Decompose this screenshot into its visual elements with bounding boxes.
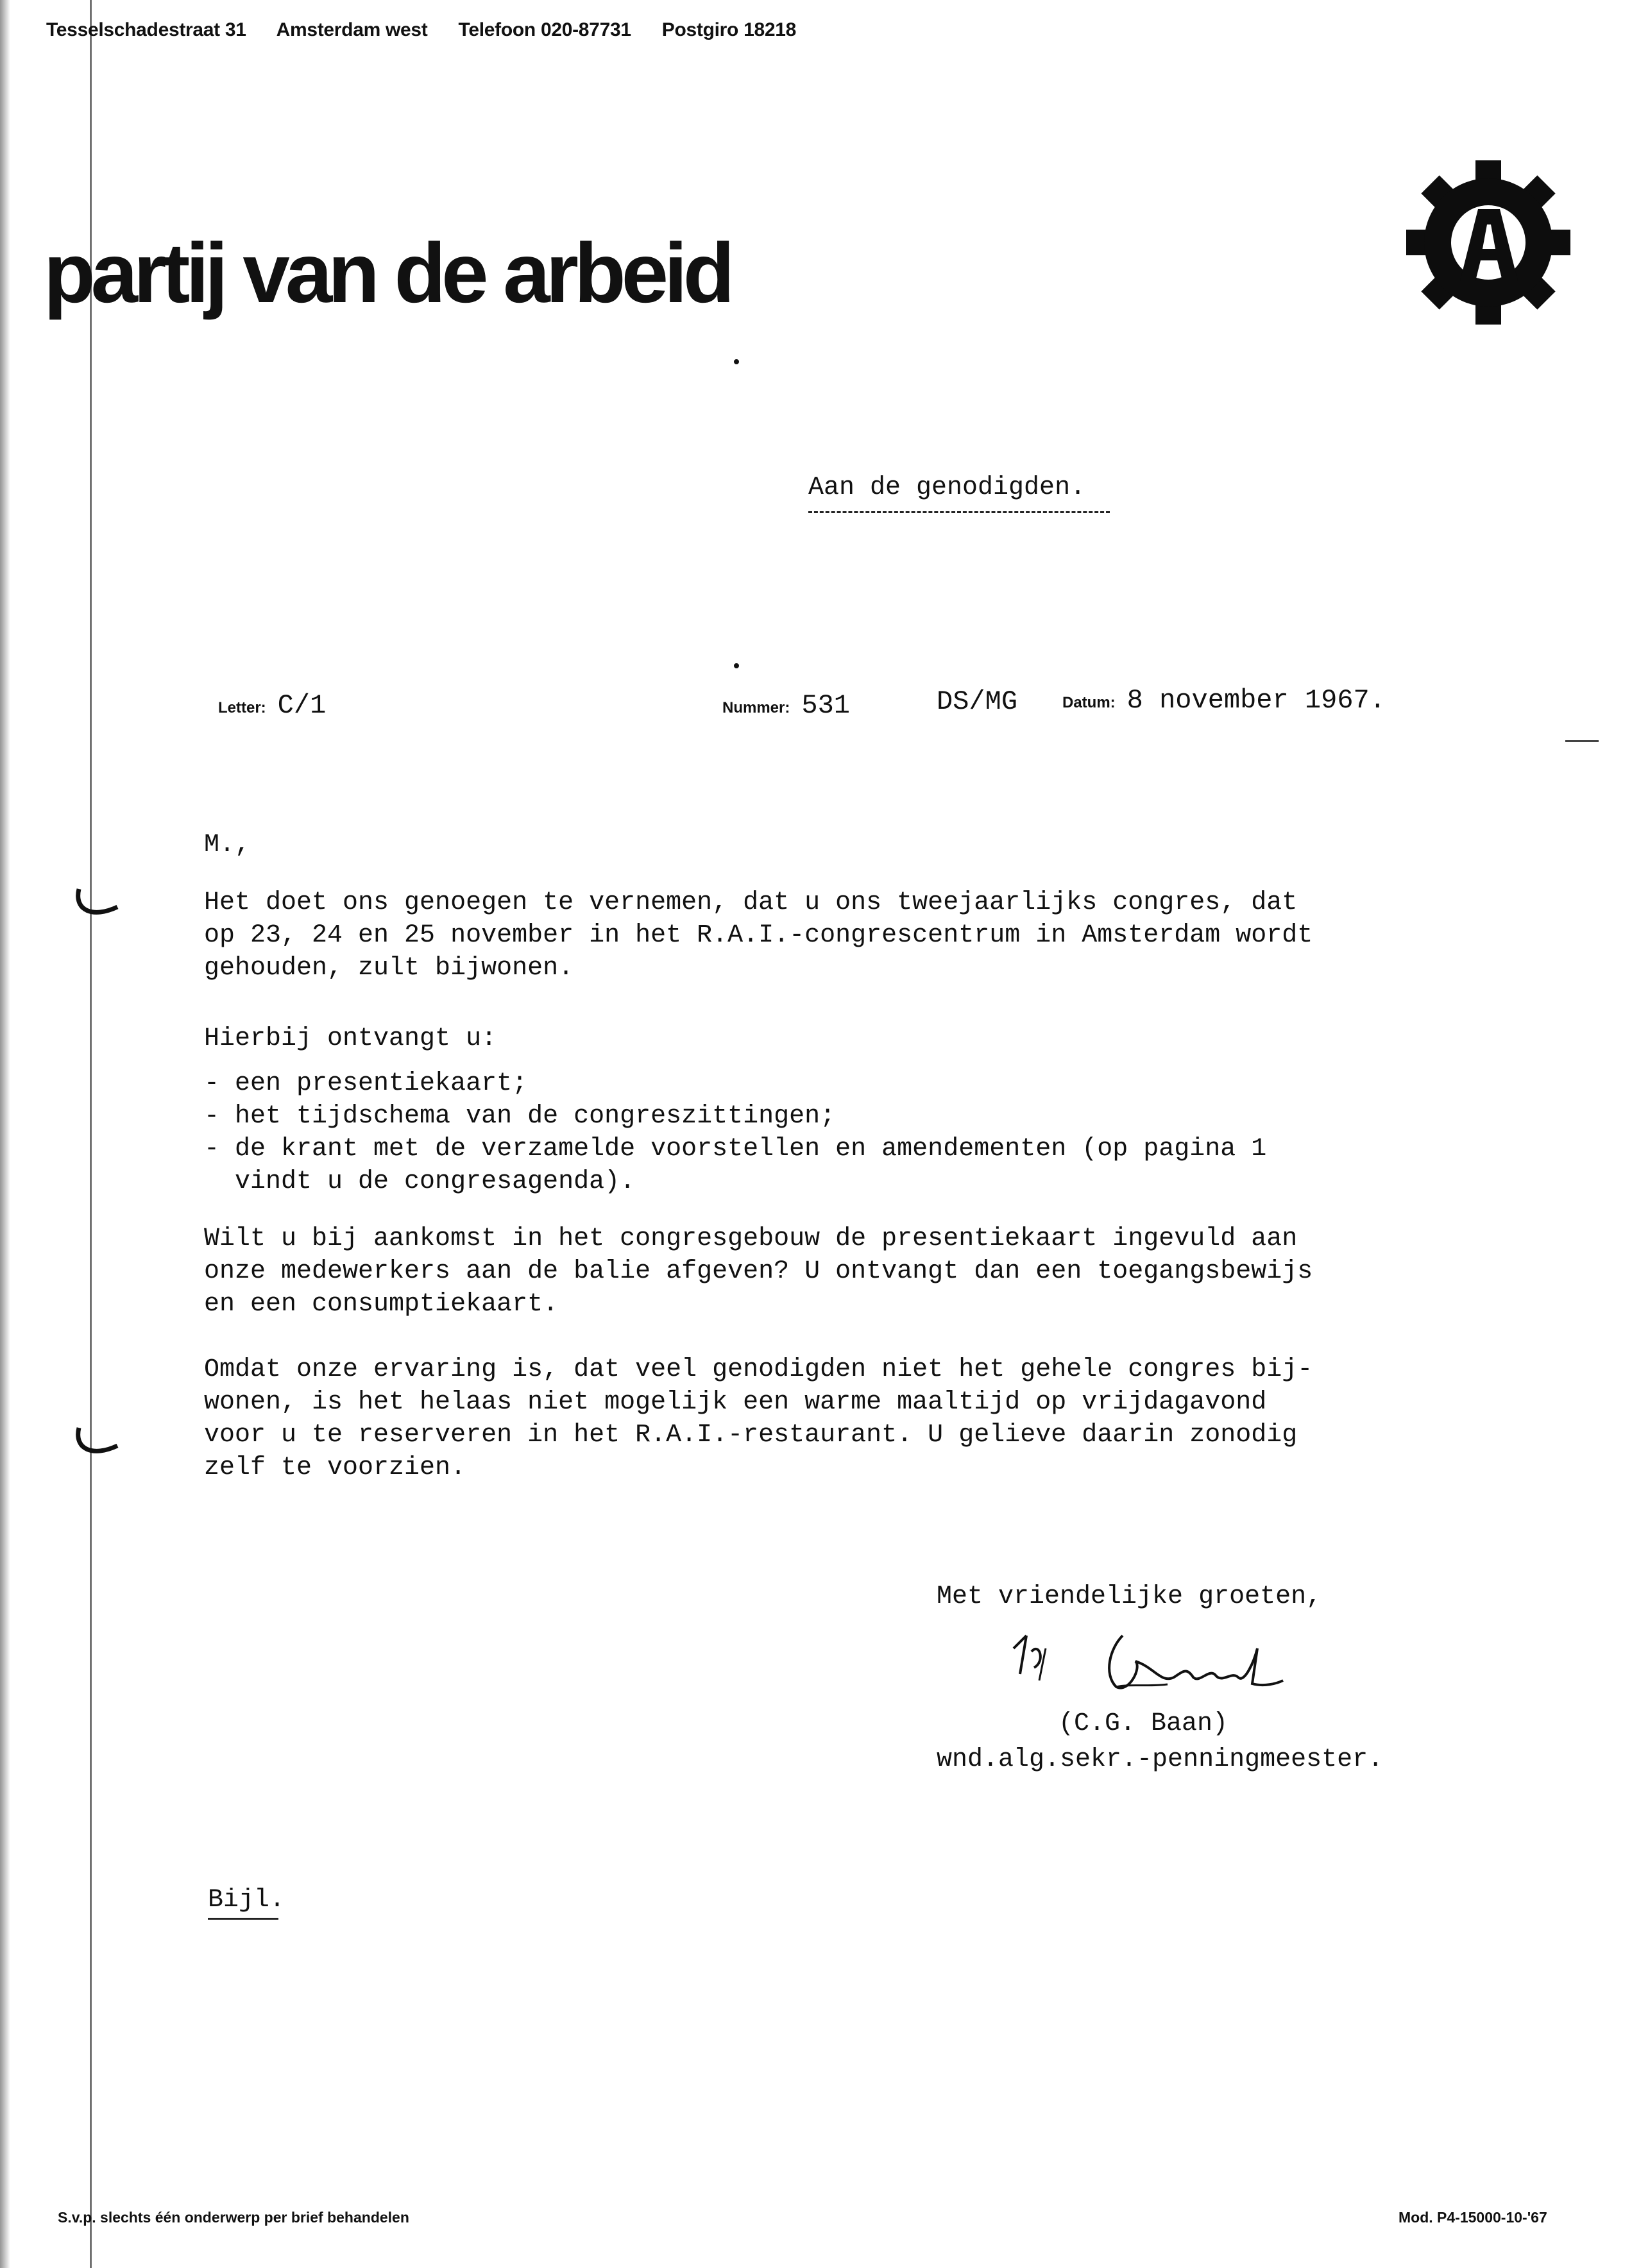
city: Amsterdam west [276, 19, 428, 40]
enclosure-list: - een presentiekaart; - het tijdschema van de congreszittingen; - de krant met de verzamelde voorstellen en amendementen (op pagina 1 vindt u de congresagenda). [204, 1069, 1267, 1196]
initials: DS/MG [937, 686, 1018, 717]
footer-instruction: S.v.p. slechts één onderwerp per brief behandelen [58, 2209, 409, 2226]
letterhead-address-line [46, 19, 822, 41]
closing-greeting: Met vriendelijke groeten, [937, 1582, 1322, 1611]
paragraph-3: Wilt u bij aankomst in het congresgebouw de presentiekaart ingevuld aan onze medewerkers aan de balie afgeven? U ontvangt dan een toegangsbewijs en een consumptiekaart. [204, 1224, 1313, 1319]
paragraph-2: Hierbij ontvangt u: [204, 1024, 497, 1053]
signatory-name: (C.G. Baan) [1058, 1709, 1228, 1738]
date-value: 8 november 1967. [1126, 685, 1386, 716]
letter-label: Letter: [218, 699, 266, 716]
handwritten-signature [1001, 1623, 1296, 1706]
punch-hole-mark [67, 1424, 125, 1462]
letter-ref [218, 690, 326, 721]
addressee-underline [808, 511, 1110, 513]
date-ref [1062, 685, 1386, 716]
enclosure-note: Bijl. [208, 1886, 285, 1915]
number-label: Nummer: [722, 699, 790, 716]
scan-dot [734, 663, 739, 668]
party-name-heading: partij van de arbeid [44, 226, 731, 320]
paragraph-1: Het doet ons genoegen te vernemen, dat u ons tweejaarlijks congres, dat op 23, 24 en 25 november in het R.A.I.-congrescentrum in Amsterdam wordt gehouden, zult bijwonen. [204, 888, 1313, 983]
postgiro: Postgiro 18218 [661, 19, 796, 40]
fold-mark [1565, 740, 1599, 742]
number-value: 531 [801, 690, 850, 721]
signatory-title: wnd.alg.sekr.-penningmeester. [937, 1745, 1384, 1774]
street-address: Tesselschadestraat 31 [46, 19, 246, 40]
paragraph-4: Omdat onze ervaring is, dat veel genodigden niet het gehele congres bij- wonen, is het helaas niet mogelijk een warme maaltijd op vrijdagavond voor u te reserveren in het R.A.I.-restaurant. U gelieve daarin zonodig zelf te voorzien. [204, 1355, 1313, 1482]
punch-hole-mark [67, 885, 125, 924]
letter-value: C/1 [277, 690, 327, 721]
addressee: Aan de genodigden. [808, 473, 1086, 502]
salutation: M., [204, 831, 251, 859]
date-label: Datum: [1062, 694, 1116, 711]
enclosure-underline [208, 1918, 278, 1920]
telephone: Telefoon 020-87731 [458, 19, 631, 40]
scan-dot [734, 359, 739, 364]
pvda-gear-logo-icon [1405, 159, 1572, 326]
form-model-number: Mod. P4-15000-10-'67 [1398, 2209, 1547, 2226]
binding-margin-line [90, 0, 92, 2268]
scan-edge-shadow [0, 0, 10, 2268]
number-ref [722, 690, 850, 721]
